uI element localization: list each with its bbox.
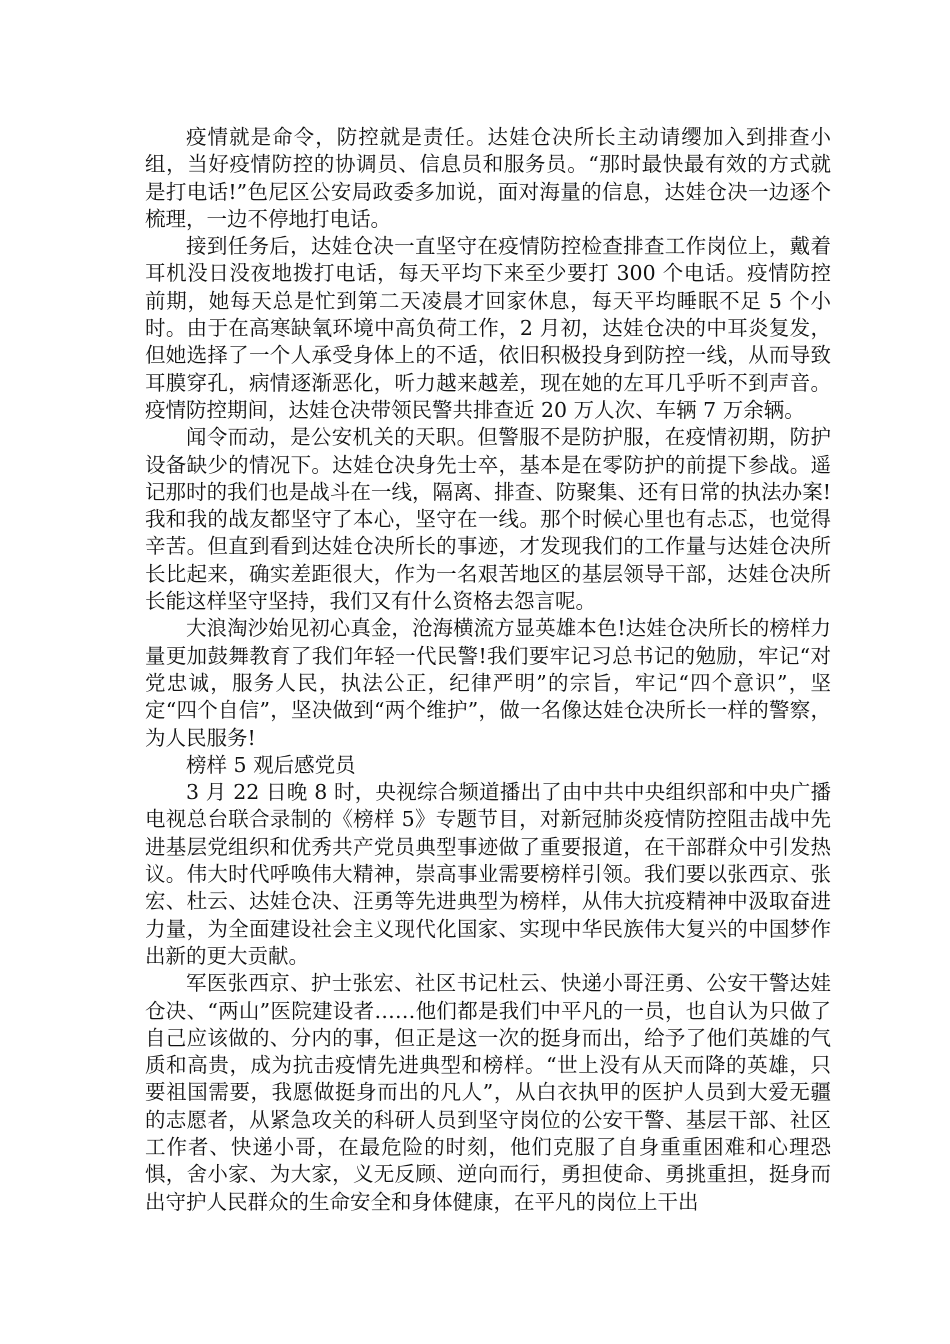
paragraph-5: 3 月 22 日晚 8 时，央视综合频道播出了由中共中央组织部和中央广播电视总台联合录制的《榜样 5》专题节目，对新冠肺炎疫情防控阻击战中先进基层党组织和优秀共产党员典型事迹做了重要报道，在干部群众中引发热议。伟大时代呼唤伟大精神，崇高事业需要榜样引领。我们要以张西京、张宏、杜云、达娃仓决、汪勇等先进典型为榜样，从伟大抗疫精神中汲取奋进力量，为全面建设社会主义现代化国家、实现中华民族伟大复兴的中国梦作出新的更大贡献。 — [145, 780, 831, 968]
paragraph-4: 大浪淘沙始见初心真金，沧海横流方显英雄本色!达娃仓决所长的榜样力量更加鼓舞教育了我们年轻一代民警!我们要牢记习总书记的勉励，牢记“对党忠诚，服务人民，执法公正，纪律严明”的宗旨，牢记“四个意识”，坚定“四个自信”，坚决做到“两个维护”，做一名像达娃仓决所长一样的警察，为人民服务! — [145, 616, 831, 750]
section-heading: 榜样 5 观后感党员 — [186, 752, 356, 777]
paragraph-2: 接到任务后，达娃仓决一直坚守在疫情防控检查排查工作岗位上，戴着耳机没日没夜地拨打电话，每天平均下来至少要打 300 个电话。疫情防控前期，她每天总是忙到第二天凌晨才回家休息，每天平均睡眠不足 5 个小时。由于在高寒缺氧环境中高负荷工作，2 月初，达娃仓决的中耳炎复发，但她选择了一个人承受身体上的不适，依旧积极投身到防控一线，从而导致耳膜穿孔，病情逐渐恶化，听力越来越差，现在她的左耳几乎听不到声音。疫情防控期间，达娃仓决带领民警共排查近 20 万人次、车辆 7 万余辆。 — [145, 234, 831, 422]
paragraph-3: 闻令而动，是公安机关的天职。但警服不是防护服，在疫情初期，防护设备缺少的情况下。达娃仓决身先士卒，基本是在零防护的前提下参战。遥记那时的我们也是战斗在一线，隔离、排查、防聚集、还有日常的执法办案!我和我的战友都坚守了本心，坚守在一线。那个时候心里也有忐忑，也觉得辛苦。但直到看到达娃仓决所长的事迹，才发现我们的工作量与达娃仓决所长比起来，确实差距很大，作为一名艰苦地区的基层领导干部，达娃仓决所长能这样坚守坚持，我们又有什么资格去怨言呢。 — [145, 425, 831, 614]
paragraph-6: 军医张西京、护士张宏、社区书记杜云、快递小哥汪勇、公安干警达娃仓决、“两山”医院建设者……他们都是我们中平凡的一员，也自认为只做了自己应该做的、分内的事，但正是这一次的挺身而出，给予了他们英雄的气质和高贵，成为抗击疫情先进典型和榜样。“世上没有从天而降的英雄，只要祖国需要，我愿做挺身而出的凡人”，从白衣执甲的医护人员到大爱无疆的志愿者，从紧急攻关的科研人员到坚守岗位的公安干警、基层干部、社区工作者、快递小哥，在最危险的时刻，他们克服了自身重重困难和心理恐惧，舍小家、为大家，义无反顾、逆向而行，勇担使命、勇挑重担，挺身而出守护人民群众的生命安全和身体健康，在平凡的岗位上干出 — [145, 971, 831, 1214]
document-page — [145, 124, 831, 1216]
paragraph-1: 疫情就是命令，防控就是责任。达娃仓决所长主动请缨加入到排查小组，当好疫情防控的协调员、信息员和服务员。“那时最快最有效的方式就是打电话!”色尼区公安局政委多加说，面对海量的信息，达娃仓决一边逐个梳理，一边不停地打电话。 — [145, 125, 831, 231]
